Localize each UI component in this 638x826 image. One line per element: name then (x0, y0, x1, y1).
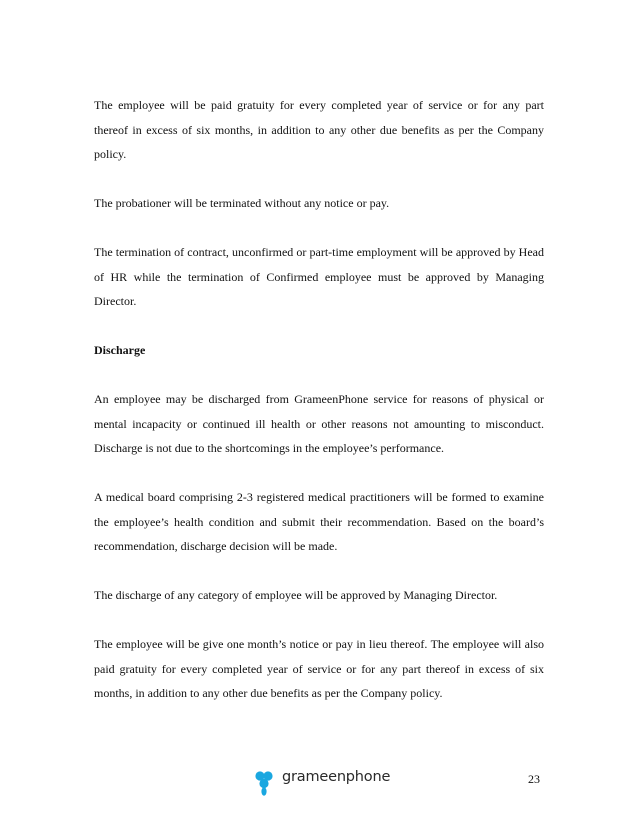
grameenphone-logo (246, 762, 391, 796)
paragraph-discharge-notice: The employee will be give one month’s notice or pay in lieu thereof. The employee will also paid gratuity for every completed year of service or for any part thereof in excess of six months, in addition to any other due benefits as per the Company policy. (94, 637, 544, 700)
paragraph-gratuity: The employee will be paid gratuity for every completed year of service or for any part thereof in excess of six months, in addition to any other due benefits as per the Company policy. (94, 98, 544, 161)
document-body (94, 93, 544, 730)
paragraph-termination-approval: The termination of contract, unconfirmed or part-time employment will be approved by Head of HR while the termination of Confirmed employee must be approved by Managing Director. (94, 245, 544, 308)
paragraph-discharge-approval: The discharge of any category of employee will be approved by Managing Director. (94, 588, 498, 602)
grameenphone-wordmark: grameenphone (282, 769, 391, 785)
paragraph-medical-board: A medical board comprising 2-3 registered medical practitioners will be formed to examine the employee’s health condition and submit their recommendation. Based on the board’s recommendation, discharge decision will be made. (94, 490, 544, 553)
page-number: 23 (528, 772, 540, 786)
grameenphone-telenor-logo-icon (246, 762, 282, 796)
page-footer (0, 762, 638, 802)
paragraph-discharge-reasons: An employee may be discharged from GrameenPhone service for reasons of physical or mental incapacity or continued ill health or other reasons not amounting to misconduct. Discharge is not due to the shortcomings in the employee’s performance. (94, 392, 544, 455)
section-heading-discharge: Discharge (94, 343, 146, 357)
paragraph-probationer: The probationer will be terminated without any notice or pay. (94, 196, 390, 210)
